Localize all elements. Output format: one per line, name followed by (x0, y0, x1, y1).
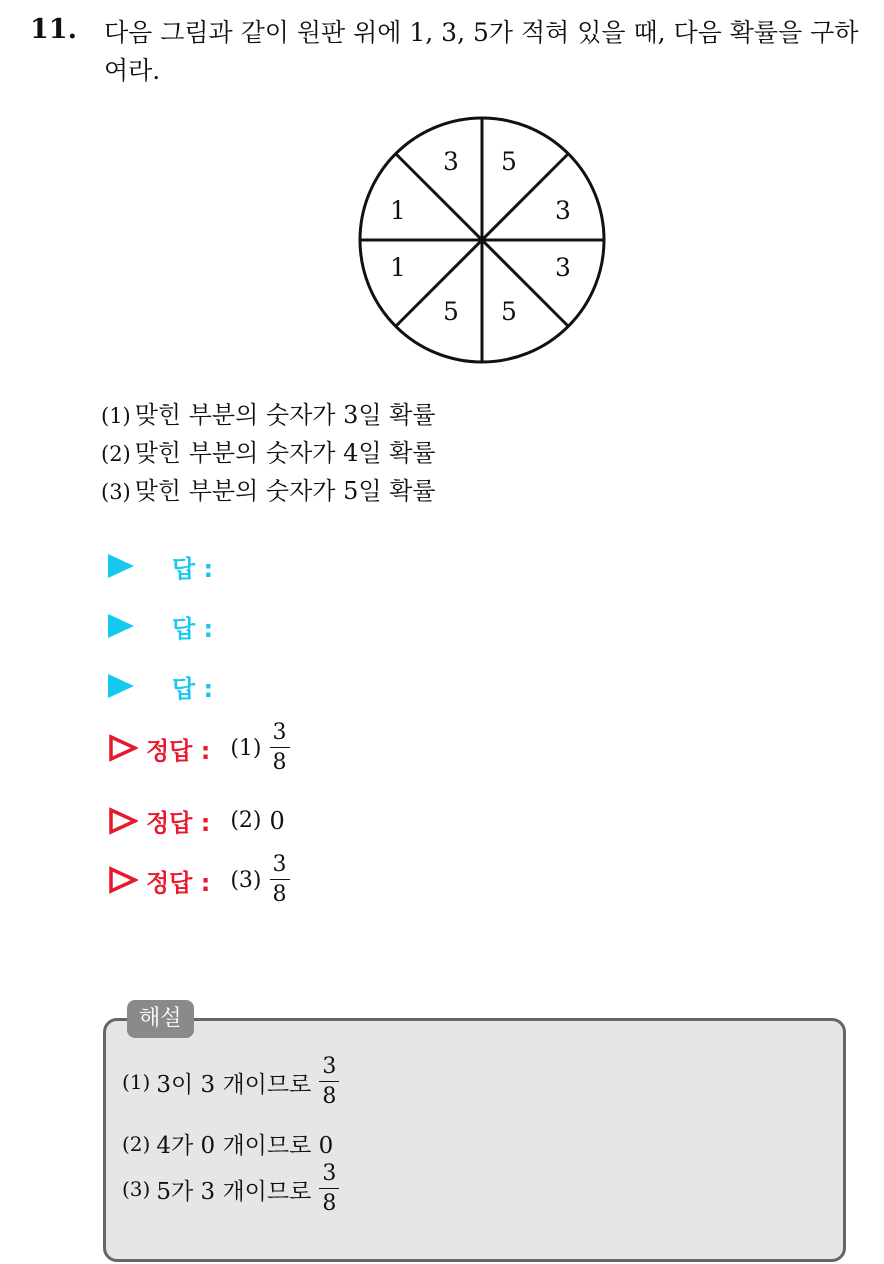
sub-question-number: (3) (101, 480, 131, 504)
explanation-number: (3) (122, 1177, 151, 1201)
correct-label: 정답 : (146, 736, 211, 765)
explanation-line-3 (122, 1163, 339, 1215)
sub-question-2 (101, 433, 436, 468)
answer-field-3[interactable] (108, 666, 213, 706)
outline-triangle-icon (108, 734, 138, 762)
answer-label: 답 : (172, 674, 214, 703)
fraction-numerator: 3 (270, 854, 290, 880)
play-triangle-icon (108, 674, 134, 698)
sector-number: 3 (443, 147, 459, 176)
sector-number: 3 (555, 253, 571, 282)
question-text: 다음 그림과 같이 원판 위에 1, 3, 5가 적혀 있을 때, 다음 확률을 구하여라. (104, 18, 859, 85)
sector-number: 5 (443, 297, 459, 326)
play-triangle-icon (108, 554, 134, 578)
correct-number: (2) (230, 808, 262, 833)
fraction-numerator: 3 (270, 722, 290, 748)
fraction (270, 854, 290, 906)
sector-number: 5 (501, 297, 517, 326)
explanation-text: 4가 0 개이므로 0 (156, 1133, 334, 1159)
outline-triangle-icon (108, 866, 138, 894)
sub-question-number: (2) (101, 442, 131, 466)
fraction-denominator: 8 (322, 1191, 337, 1216)
answer-label: 답 : (172, 554, 214, 583)
answer-label: 답 : (172, 614, 214, 643)
explanation-number: (2) (122, 1131, 151, 1156)
sub-question-3 (101, 471, 436, 506)
sector-number: 5 (501, 147, 517, 176)
answer-field-2[interactable] (108, 606, 213, 646)
correct-value: 0 (269, 806, 285, 835)
spinner-wheel (357, 116, 607, 364)
sector-number: 1 (390, 196, 406, 225)
correct-label: 정답 : (146, 868, 211, 897)
sector-number: 1 (390, 253, 406, 282)
correct-number: (3) (230, 867, 262, 893)
correct-answer-3 (108, 854, 290, 906)
correct-number: (1) (230, 735, 262, 761)
correct-answer-1 (108, 722, 290, 774)
sub-question-1 (101, 395, 436, 430)
fraction-numerator: 3 (319, 1056, 339, 1082)
correct-answer-2 (108, 803, 285, 838)
sub-question-text: 맞힌 부분의 숫자가 4일 확률 (134, 439, 436, 467)
explanation-line-1 (122, 1056, 339, 1108)
explanation-line-2 (122, 1127, 333, 1160)
fraction-denominator: 8 (272, 882, 287, 907)
answer-field-1[interactable] (108, 546, 213, 586)
sector-number: 3 (555, 196, 571, 225)
sub-question-number: (1) (101, 404, 131, 428)
fraction (319, 1163, 339, 1215)
fraction-numerator: 3 (319, 1163, 339, 1189)
question-number: 11. (30, 14, 77, 45)
explanation-number: (1) (122, 1070, 151, 1094)
fraction (319, 1056, 339, 1108)
play-triangle-icon (108, 614, 134, 638)
fraction-denominator: 8 (322, 1084, 337, 1109)
sub-question-text: 맞힌 부분의 숫자가 3일 확률 (134, 401, 436, 429)
outline-triangle-icon (108, 807, 138, 835)
fraction (270, 722, 290, 774)
explanation-tab: 해설 (127, 1000, 194, 1038)
explanation-text: 5가 3 개이므로 (156, 1178, 312, 1205)
explanation-text: 3이 3 개이므로 (156, 1071, 312, 1098)
sub-question-text: 맞힌 부분의 숫자가 5일 확률 (134, 477, 436, 505)
correct-label: 정답 : (146, 809, 211, 837)
fraction-denominator: 8 (272, 750, 287, 775)
